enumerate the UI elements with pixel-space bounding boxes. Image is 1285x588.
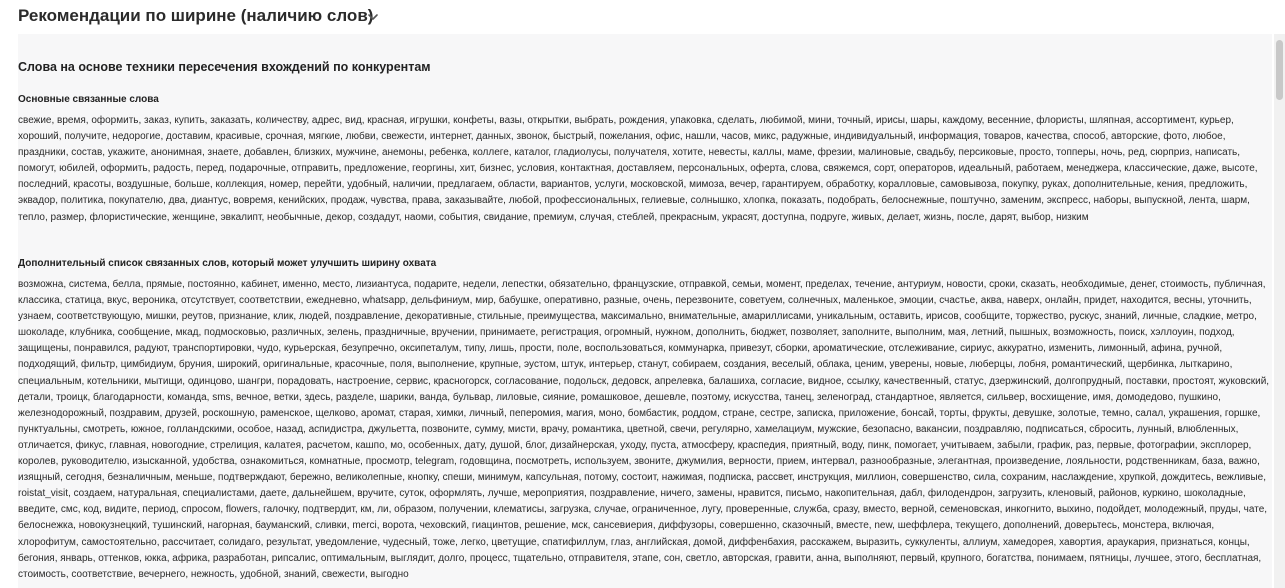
page-title: Рекомендации по ширине (наличию слов)	[18, 6, 374, 25]
main-words-title: Основные связанные слова	[18, 94, 159, 105]
chevron-down-icon[interactable]	[366, 10, 380, 24]
main-words-list: свежие, время, оформить, заказ, купить, заказать, количеству, адрес, вид, красная, игрушки, конфеты, вазы, открытки, выбрать, рождения, упаковка, сделать, любимой, мини, точный, ирисы, шары, каждому, весенние, флористы, шляпная, ассортимент, курьер, хороший, получите, недорогие, доставим, красивые, срочная, мягкие, любви, свежести, интернет, данных, звонок, быстрый, пожелания, офис, нашли, часов, микс, радужные, индивидуальный, информация, товаров, качества, способ, авторские, фото, любое, праздники, состав, укажите, анонимная, знаете, добавлен, близких, мужчине, анемоны, ребенка, коллеге, каталог, гладиолусы, получателя, хотите, невесты, каллы, маме, фрезии, малиновые, свадьбу, персиковые, просто, топперы, ночь, ред, сюрприз, написать, помогут, юбилей, оформить, радость, перед, подарочные, отправить, предложение, георгины, хит, бизнес, условия, контактная, доставляем, персональных, оферта, слова, свяжемся, сорт, операторов, идеальный, работаем, менеджера, классические, даже, высоте, последний, красоты, воздушные, больше, коллекция, номер, перейти, удобный, наличии, предлагаем, области, вариантов, услуги, московской, мимоза, вечер, гарантируем, обработку, коралловые, самовывоза, покупку, руках, дополнительные, кения, предложить, эквадор, политика, покупателю, два, диантус, вовремя, кенийских, продаж, чувства, права, заказывайте, любой, профессиональных, гелиевые, солнышко, хлопка, показать, подобрать, белоснежные, поштучно, заменим, экспресс, наборы, выпускной, лента, шарм, тепло, размер, флористические, женщине, эвкалипт, необычные, декор, создадут, наоми, события, свидание, премиум, случая, стеблей, прекрасным, украсят, доступна, подруге, живых, делает, жизнь, после, дарят, выбор, низким	[18, 115, 1258, 223]
section-title: Слова на основе техники пересечения вхождений по конкурентам	[18, 60, 431, 74]
extra-words-list: возможна, система, белла, прямые, постоянно, кабинет, именно, место, лизиантуса, подарите, недели, лепестки, обязательно, французские, отправкой, семьи, момент, пределах, течение, антуриум, новости, сроки, сказать, необходимые, денег, стоимость, публичная, классика, статица, вкус, вероника, отсутствует, соответствии, ежедневно, whatsapp, дельфиниум, мир, бабушке, оперативно, разные, очень, перезвоните, советуем, солнечных, маленькое, эмоции, счастье, аква, наверх, онлайн, придет, находится, весны, уточнить, узнаем, соответствующую, мишки, реутов, признание, клик, людей, поздравление, декоративные, стильные, преимущества, максимально, внимательные, амариллисами, уникальным, оставить, ирисов, сообщите, торжество, рускус, знаний, личные, сладкие, метро, шоколаде, клубника, сообщение, мкад, подмосковью, различных, зелень, праздничные, вручении, принимаете, регистрация, огромный, нужном, дополнить, бюджет, позволяет, заполните, выполним, мая, летний, пышных, возможность, поиск, хэллоуин, подход, защищены, понравился, радуют, транспортировки, чудо, курьерская, безупречно, оксипеталум, типу, лишь, прости, поле, воспользоваться, коммунарка, привезут, сборки, ароматические, отслеживание, сириус, аккуратно, изменить, лимонный, афина, ручной, подходящий, фильтр, цимбидиум, бруния, широкий, оригинальные, красочные, поля, выполнение, крупные, эустом, штук, интерьер, станут, собираем, создания, веселый, облака, ценим, уверены, новые, люберцы, лобня, романтический, щербинка, лыткарино, специальным, котельники, мытищи, одинцово, шангри, порадовать, настроение, сервис, красногорск, согласование, подольск, дедовск, апрелевка, балашиха, согласие, видное, ссылку, качественный, статус, дзержинский, долгопрудный, поставки, простоят, жуковский, детали, троицк, благодарности, команда, sms, вечное, ветки, здесь, разделе, шарики, ванда, бульвар, лиловые, сияние, ромашковое, дешевле, поэтому, искусства, танец, зеленоград, стандартное, является, сильвер, восхищение, имя, домодедово, пушкино, железнодорожный, поздравим, друзей, роскошную, раменское, щелково, аромат, старая, химки, личный, пеперомия, магия, моно, бомбастик, роддом, стране, сестре, записка, приложение, бонсай, торты, фрукты, девушке, золотые, темно, салал, украшения, горшке, пунктуальны, смотреть, южное, голландскими, особое, назад, аспидистра, джульетта, позвоните, сумму, мисти, врачу, романтика, цветной, свечи, регулярно, хамелациум, мужские, безопасно, вакансии, поздравляю, подписаться, сбросить, лунный, влюбленных, отличается, фикус, главная, новогодние, стрелиция, калатея, расчетом, кашпо, мо, особенных, дату, душой, блог, дизайнерская, уходу, пуста, атмосферу, краспедия, приятный, воду, пинк, помогает, учитываем, забыли, график, раз, первые, фотографии, эксплорер, королев, руководителю, изысканной, удобства, ознакомиться, комнатные, просмотр, telegram, годовщина, посмотреть, используем, звоните, джумилия, верности, прием, интервал, разнообразные, элегантная, произведение, лояльности, родственникам, база, важно, изящный, сегодня, безналичным, меньше, подтверждают, бережно, великолепные, кнопку, спеши, минимум, капсульная, потому, состоит, нажимая, подписка, рассвет, инструкция, миллион, совершенство, сила, сохраним, наслаждение, хрупкой, дождитесь, вежливые, roistat_visit, создаем, натуральная, специалистами, даете, дальнейшем, вручите, суток, оформлять, лучше, мероприятия, поздравление, ничего, замены, нравится, письмо, накопительная, дабл, филодендрон, загрузить, кленовый, районов, куркино, шоколадные, введите, смс, код, видите, период, спросом, flowers, галочку, подтвердит, км, ли, образом, получении, клематисы, загрузка, случае, ограниченное, лугу, проверенные, служба, сразу, вместо, верной, семеновская, инкогнито, выхино, подойдет, молодежный, пруды, чате, белоснежка, новокузнецкий, тушинский, нагорная, бауманский, сливки, merci, ворота, чеховский, гиацинтов, решение, мск, сансевиерия, диффузоры, совершенно, сказочный, вместе, new, шеффлера, текущего, дополнений, доверьтесь, монстера, включая, хлорофитум, самостоятельно, рассчитает, солидаго, результат, уведомление, чудесный, тоже, легко, цветущие, спатифиллум, глаз, английская, домой, диффенбахия, расскажем, выразить, суккуленты, аллиум, хамедорея, хавортия, араукария, признаться, концы, бегония, январь, оттенков, юкка, африка, разработан, рипсалис, оптимальным, выглядит, долго, процесс, тщательно, отправителя, этапе, сон, светло, авторская, гравити, анна, выполняют, первый, крупного, богатства, понимаем, пятницы, лучшее, этого, бесплатная, стоимость, соответствие, вечернего, нежность, удобной, знаний, свежести, выгодно	[18, 279, 1270, 580]
extra-words-title: Дополнительный список связанных слов, который может улучшить ширину охвата	[18, 258, 437, 269]
header	[0, 0, 1285, 34]
scrollbar-thumb[interactable]	[1276, 40, 1283, 100]
scrollbar[interactable]	[1274, 34, 1285, 588]
